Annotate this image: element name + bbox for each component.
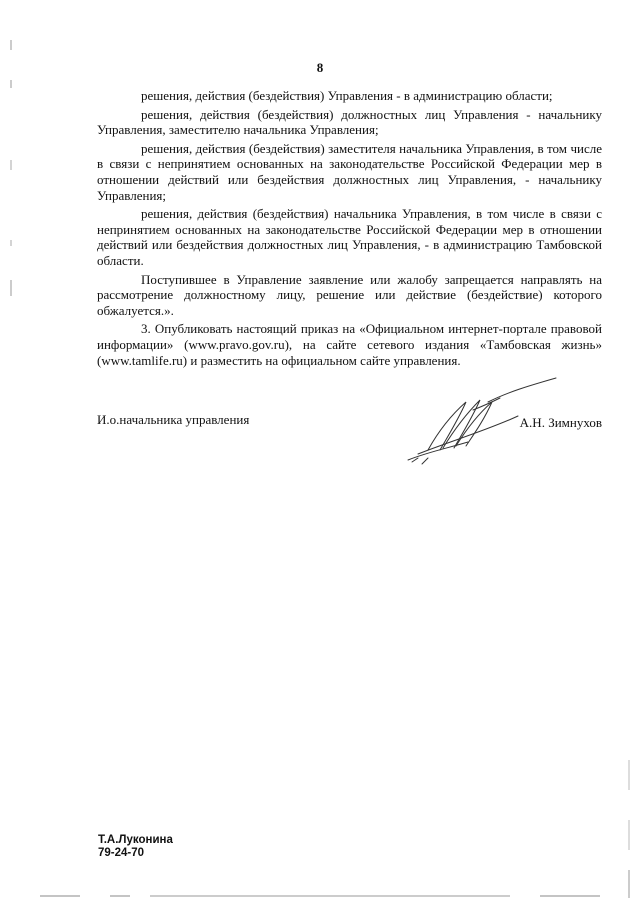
paragraph-5: Поступившее в Управление заявление или жалобу запрещается направлять на рассмотрение должностному лицу, решение или действие (бездействие) которого обжалуется.». bbox=[97, 271, 602, 318]
executor-footer bbox=[98, 834, 173, 860]
paragraph-3: решения, действия (бездействия) заместителя начальника Управления, в том числе в связи с непринятием основанных на законодательстве Российской Федерации мер в отношении действий или бездействия должностных лиц Управления, - начальнику Управления; bbox=[97, 140, 602, 203]
signatory-title: И.о.начальника управления bbox=[97, 412, 250, 427]
scan-bottom-edge bbox=[40, 894, 620, 898]
executor-phone: 79-24-70 bbox=[98, 847, 145, 859]
scan-margin-marks bbox=[8, 40, 14, 340]
signatory-name: А.Н. Зимнухов bbox=[519, 415, 602, 430]
paragraph-2: решения, действия (бездействия) должностных лиц Управления - начальнику Управления, заместителю начальника Управления; bbox=[97, 106, 602, 138]
executor-name: Т.А.Луконина bbox=[98, 834, 173, 846]
document-body bbox=[97, 88, 602, 371]
paragraph-6: 3. Опубликовать настоящий приказ на «Официальном интернет-портале правовой информации» (www.pravo.gov.ru), на сайте сетевого издания «Тамбовская жизнь» (www.tamlife.ru) и разместить на официальном сайте управления. bbox=[97, 321, 602, 368]
scan-right-marks bbox=[626, 760, 632, 900]
paragraph-4: решения, действия (бездействия) начальника Управления, в том числе в связи с непринятием основанных на законодательстве Российской Федерации мер в отношении действий или бездействия должностных лиц Управления, - в администрацию Тамбовской области. bbox=[97, 206, 602, 268]
paragraph-1: решения, действия (бездействия) Управления - в администрацию области; bbox=[141, 88, 553, 103]
page-number: 8 bbox=[316, 60, 324, 75]
